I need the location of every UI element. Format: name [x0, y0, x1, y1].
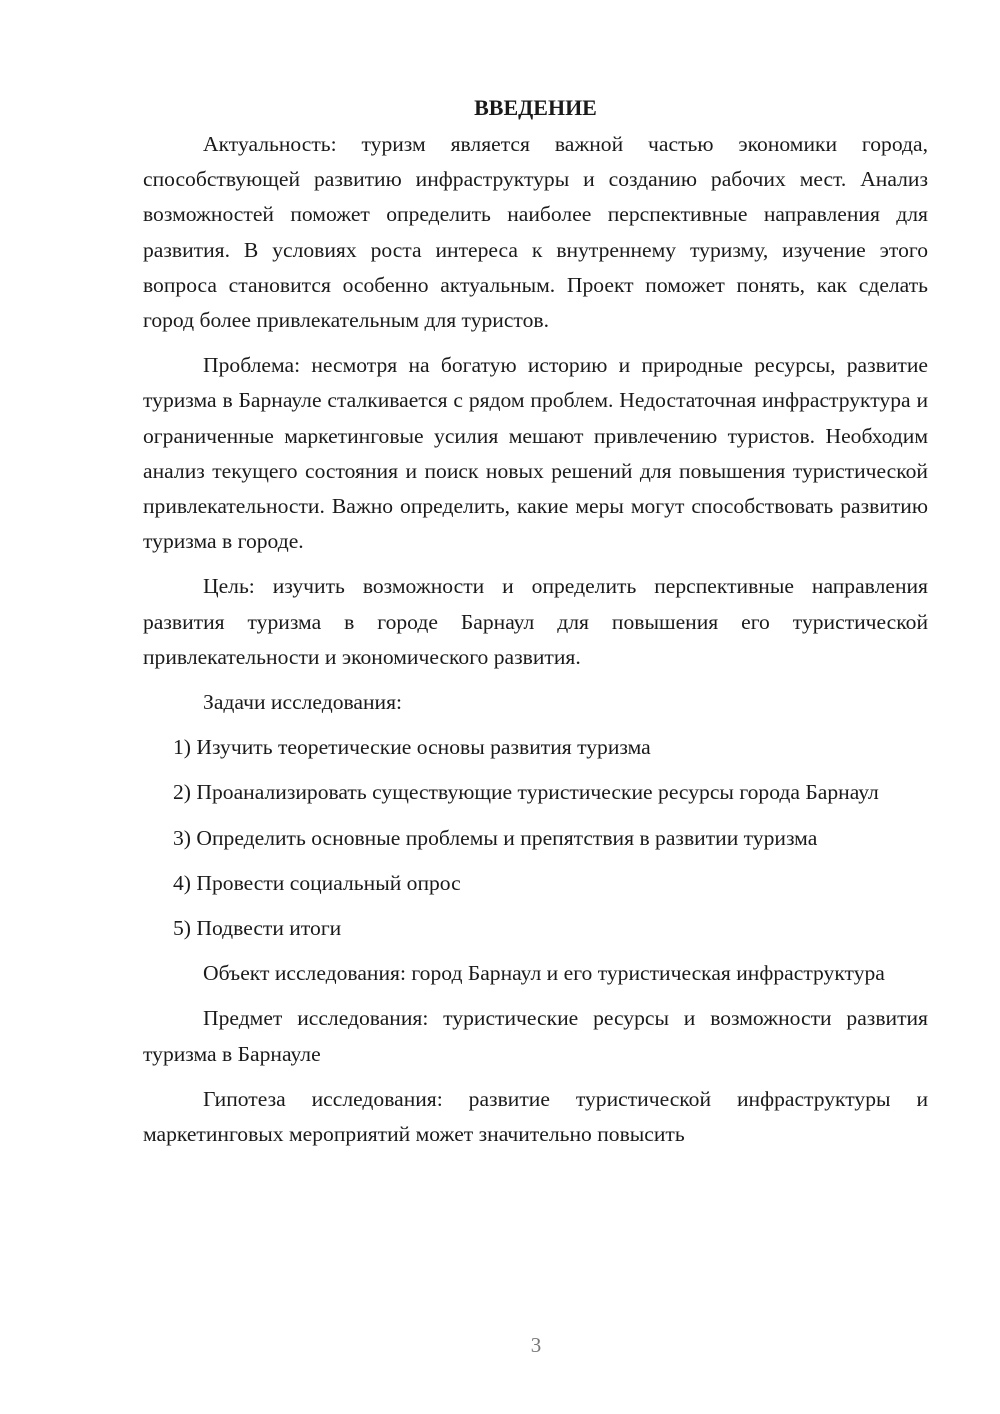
task-item-1: 1) Изучить теоретические основы развития туризма	[173, 735, 651, 760]
paragraph-problem: Проблема: несмотря на богатую историю и природные ресурсы, развитие туризма в Барнауле сталкивается с рядом проблем. Недостаточная инфраструктура и ограниченные маркетинговые усилия мешают привлечению туристов. Необходим анализ текущего состояния и поиск новых решений для повышения туристической привлекательности. Важно определить, какие меры могут способствовать развитию туризма в городе.	[143, 353, 928, 554]
paragraph-object: Объект исследования: город Барнаул и его туристическая инфраструктура	[203, 961, 885, 986]
task-item-5: 5) Подвести итоги	[173, 916, 342, 941]
paragraph-goal: Цель: изучить возможности и определить перспективные направления развития туризма в городе Барнаул для повышения его туристической привлекательности и экономического развития.	[143, 574, 928, 669]
paragraph-subject: Предмет исследования: туристические ресурсы и возможности развития туризма в Барнауле	[143, 1006, 928, 1066]
paragraph-relevance: Актуальность: туризм является важной частью экономики города, способствующей развитию инфраструктуры и созданию рабочих мест. Анализ возможностей поможет определить наиболее перспективные направления для развития. В условиях роста интереса к внутреннему туризму, изучение этого вопроса становится особенно актуальным. Проект поможет понять, как сделать город более привлекательным для туристов.	[143, 132, 928, 333]
task-item-4: 4) Провести социальный опрос	[173, 870, 461, 895]
page-number: 3	[530, 1333, 542, 1357]
paragraph-hypothesis: Гипотеза исследования: развитие туристической инфраструктуры и маркетинговых мероприятий может значительно повысить	[143, 1086, 928, 1147]
task-item-2: 2) Проанализировать существующие туристические ресурсы города Барнаул	[173, 780, 879, 805]
section-title: ВВЕДЕНИЕ	[474, 95, 597, 120]
tasks-heading: Задачи исследования:	[203, 690, 403, 715]
task-item-3: 3) Определить основные проблемы и препятствия в развитии туризма	[173, 825, 818, 850]
document-page	[143, 90, 928, 1162]
